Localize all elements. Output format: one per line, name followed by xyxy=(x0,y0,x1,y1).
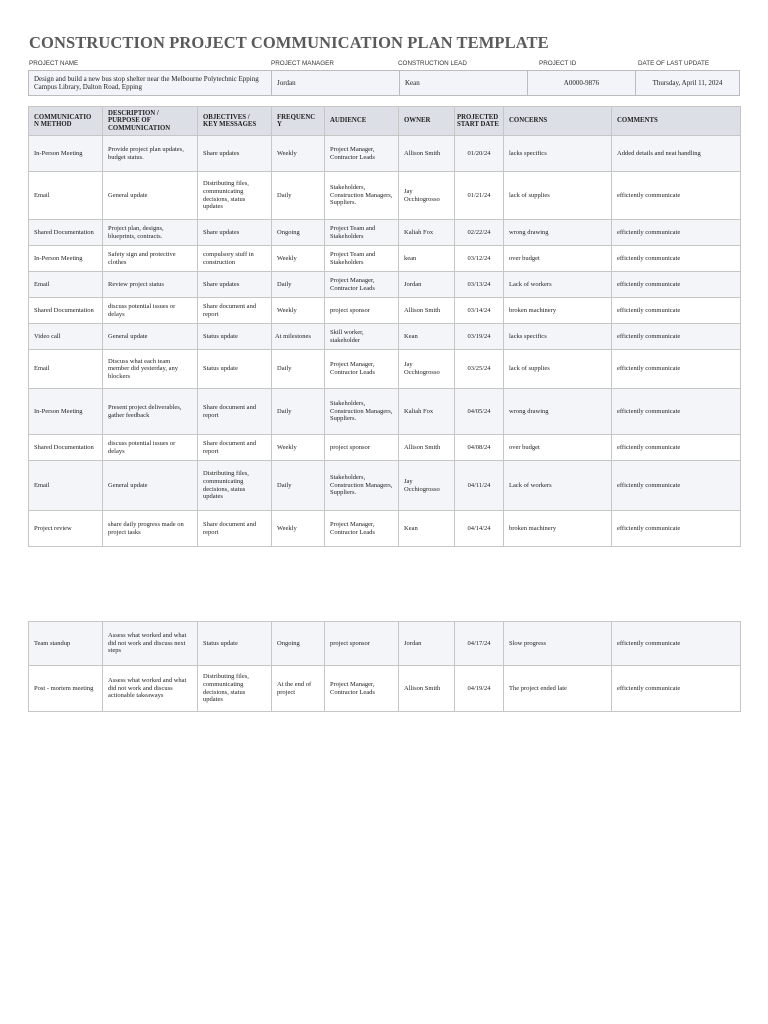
cell-frequency: Daily xyxy=(272,389,325,435)
table-body-continued xyxy=(29,622,741,712)
cell-description: General update xyxy=(103,461,198,511)
project-name-label: PROJECT NAME xyxy=(29,60,79,67)
cell-audience: Project Team and Stakeholders xyxy=(325,246,399,272)
cell-concerns: wrong drawing xyxy=(504,389,612,435)
table-row xyxy=(29,666,741,712)
cell-comments: efficiently communicate xyxy=(612,172,741,220)
cell-description: discuss potential issues or delays xyxy=(103,298,198,324)
cell-comments: efficiently communicate xyxy=(612,389,741,435)
cell-audience: Project Manager, Contractor Leads xyxy=(325,511,399,547)
cell-objectives: Share document and report xyxy=(198,511,272,547)
cell-frequency: Weekly xyxy=(272,435,325,461)
cell-concerns: The project ended late xyxy=(504,666,612,712)
cell-start-date: 04/14/24 xyxy=(455,511,504,547)
cell-concerns: lacks specifics xyxy=(504,324,612,350)
cell-audience: project sponsor xyxy=(325,298,399,324)
table-row xyxy=(29,435,741,461)
table-row xyxy=(29,246,741,272)
cell-concerns: Lack of workers xyxy=(504,272,612,298)
cell-owner: Jay Occhiogrosso xyxy=(399,172,455,220)
cell-method: Video call xyxy=(29,324,103,350)
cell-start-date: 01/20/24 xyxy=(455,136,504,172)
header-owner: OWNER xyxy=(399,107,455,136)
cell-objectives: Share updates xyxy=(198,220,272,246)
cell-description: Present project deliverables, gather feedback xyxy=(103,389,198,435)
cell-objectives: Share updates xyxy=(198,136,272,172)
cell-description: share daily progress made on project tasks xyxy=(103,511,198,547)
cell-owner: Kean xyxy=(399,511,455,547)
cell-frequency: Daily xyxy=(272,461,325,511)
cell-objectives: Share updates xyxy=(198,272,272,298)
cell-frequency: Weekly xyxy=(272,136,325,172)
header-start-date: PROJECTED START DATE xyxy=(455,107,504,136)
header-method: COMMUNICATIO N METHOD xyxy=(29,107,103,136)
cell-start-date: 03/13/24 xyxy=(455,272,504,298)
page-title: CONSTRUCTION PROJECT COMMUNICATION PLAN TEMPLATE xyxy=(29,33,549,52)
cell-comments: efficiently communicate xyxy=(612,246,741,272)
table-header-row xyxy=(29,107,741,136)
table-row xyxy=(29,461,741,511)
cell-objectives: compulsory stuff in construction xyxy=(198,246,272,272)
table-row xyxy=(29,350,741,389)
table-row xyxy=(29,136,741,172)
cell-description: Safety sign and protective clothes xyxy=(103,246,198,272)
cell-objectives: Status update xyxy=(198,350,272,389)
cell-concerns: wrong drawing xyxy=(504,220,612,246)
cell-frequency: Daily xyxy=(272,172,325,220)
project-manager-label: PROJECT MANAGER xyxy=(271,60,334,67)
cell-description: General update xyxy=(103,172,198,220)
cell-owner: Allison Smith xyxy=(399,666,455,712)
table-row xyxy=(29,622,741,666)
header-comments: COMMENTS xyxy=(612,107,741,136)
table-row xyxy=(29,272,741,298)
cell-objectives: Share document and report xyxy=(198,435,272,461)
communication-plan-table-continued xyxy=(28,621,741,712)
cell-comments: Added details and neat handling xyxy=(612,136,741,172)
cell-start-date: 01/21/24 xyxy=(455,172,504,220)
cell-concerns: over budget xyxy=(504,246,612,272)
cell-owner: Allison Smith xyxy=(399,136,455,172)
cell-objectives: Distributing files, communicating decisions, status updates xyxy=(198,172,272,220)
cell-objectives: Status update xyxy=(198,622,272,666)
cell-concerns: broken machinery xyxy=(504,298,612,324)
cell-audience: Project Manager, Contractor Leads xyxy=(325,136,399,172)
cell-concerns: over budget xyxy=(504,435,612,461)
cell-method: Email xyxy=(29,461,103,511)
cell-start-date: 04/17/24 xyxy=(455,622,504,666)
table-row xyxy=(29,389,741,435)
cell-comments: efficiently communicate xyxy=(612,272,741,298)
cell-start-date: 03/25/24 xyxy=(455,350,504,389)
cell-description: Project plan, designs, blueprints, contracts. xyxy=(103,220,198,246)
cell-audience: Stakeholders, Construction Managers, Suppliers. xyxy=(325,172,399,220)
cell-frequency: Daily xyxy=(272,350,325,389)
project-name-value: Design and build a new bus stop shelter near the Melbourne Polytechnic Epping Campus Library, Dalton Road, Epping xyxy=(34,75,259,91)
cell-method: Email xyxy=(29,172,103,220)
cell-audience: Stakeholders, Construction Managers, Suppliers. xyxy=(325,461,399,511)
project-meta-values xyxy=(28,70,740,96)
cell-method: In-Person Meeting xyxy=(29,136,103,172)
cell-concerns: lack of supplies xyxy=(504,350,612,389)
cell-frequency: At the end of project xyxy=(272,666,325,712)
cell-audience: Project Manager, Contractor Leads xyxy=(325,666,399,712)
cell-objectives: Share document and report xyxy=(198,389,272,435)
cell-objectives: Distributing files, communicating decisions, status updates xyxy=(198,666,272,712)
project-manager-value: Jordan xyxy=(271,71,399,95)
date-of-last-update-label: DATE OF LAST UPDATE xyxy=(638,60,710,67)
cell-description: discuss potential issues or delays xyxy=(103,435,198,461)
cell-method: Post - mortem meeting xyxy=(29,666,103,712)
cell-start-date: 04/19/24 xyxy=(455,666,504,712)
cell-start-date: 03/14/24 xyxy=(455,298,504,324)
cell-owner: Jordan xyxy=(399,272,455,298)
cell-owner: Jay Occhiogrosso xyxy=(399,350,455,389)
cell-description: Discuss what each team member did yesterday, any blockers xyxy=(103,350,198,389)
cell-start-date: 03/12/24 xyxy=(455,246,504,272)
cell-frequency: At milestones xyxy=(272,324,325,350)
header-audience: AUDIENCE xyxy=(325,107,399,136)
cell-comments: efficiently communicate xyxy=(612,511,741,547)
cell-start-date: 03/19/24 xyxy=(455,324,504,350)
cell-method: In-Person Meeting xyxy=(29,246,103,272)
cell-owner: Kaliah Fox xyxy=(399,389,455,435)
cell-concerns: broken machinery xyxy=(504,511,612,547)
cell-objectives: Distributing files, communicating decisions, status updates xyxy=(198,461,272,511)
cell-frequency: Ongoing xyxy=(272,220,325,246)
cell-frequency: Ongoing xyxy=(272,622,325,666)
cell-owner: kean xyxy=(399,246,455,272)
construction-lead-value: Kean xyxy=(399,71,527,95)
cell-owner: Kean xyxy=(399,324,455,350)
table-row xyxy=(29,172,741,220)
date-of-last-update-value: Thursday, April 11, 2024 xyxy=(635,71,739,95)
construction-lead-label: CONSTRUCTION LEAD xyxy=(398,60,467,67)
table-row xyxy=(29,220,741,246)
cell-method: Email xyxy=(29,272,103,298)
header-objectives: OBJECTIVES / KEY MESSAGES xyxy=(198,107,272,136)
cell-comments: efficiently communicate xyxy=(612,461,741,511)
cell-start-date: 02/22/24 xyxy=(455,220,504,246)
cell-frequency: Weekly xyxy=(272,246,325,272)
cell-method: Email xyxy=(29,350,103,389)
table-row xyxy=(29,324,741,350)
cell-audience: Stakeholders, Construction Managers, Suppliers. xyxy=(325,389,399,435)
cell-audience: Project Manager, Contractor Leads xyxy=(325,350,399,389)
cell-description: Assess what worked and what did not work and discuss actionable takeaways xyxy=(103,666,198,712)
cell-owner: Allison Smith xyxy=(399,435,455,461)
cell-frequency: Weekly xyxy=(272,511,325,547)
cell-objectives: Status update xyxy=(198,324,272,350)
cell-concerns: Lack of workers xyxy=(504,461,612,511)
cell-owner: Allison Smith xyxy=(399,298,455,324)
cell-audience: project sponsor xyxy=(325,622,399,666)
cell-comments: efficiently communicate xyxy=(612,298,741,324)
cell-frequency: Weekly xyxy=(272,298,325,324)
cell-comments: efficiently communicate xyxy=(612,666,741,712)
cell-comments: efficiently communicate xyxy=(612,350,741,389)
table-row xyxy=(29,511,741,547)
cell-owner: Jay Occhiogrosso xyxy=(399,461,455,511)
cell-audience: project sponsor xyxy=(325,435,399,461)
project-id-label: PROJECT ID xyxy=(539,60,577,67)
table-row xyxy=(29,298,741,324)
cell-concerns: lack of supplies xyxy=(504,172,612,220)
header-description: DESCRIPTION / PURPOSE OF COMMUNICATION xyxy=(103,107,198,136)
cell-method: Team standup xyxy=(29,622,103,666)
table-body xyxy=(29,136,741,547)
cell-description: Provide project plan updates, budget status. xyxy=(103,136,198,172)
project-meta-labels xyxy=(29,60,740,70)
cell-start-date: 04/05/24 xyxy=(455,389,504,435)
communication-plan-table xyxy=(28,106,741,547)
header-frequency: FREQUENC Y xyxy=(272,107,325,136)
cell-start-date: 04/08/24 xyxy=(455,435,504,461)
project-id-value: A0000-9876 xyxy=(527,71,635,95)
cell-concerns: Slow progress xyxy=(504,622,612,666)
cell-description: Assess what worked and what did not work and discuss next steps xyxy=(103,622,198,666)
cell-comments: efficiently communicate xyxy=(612,435,741,461)
cell-audience: Project Team and Stakeholders xyxy=(325,220,399,246)
cell-method: Shared Documentation xyxy=(29,220,103,246)
cell-comments: efficiently communicate xyxy=(612,622,741,666)
cell-owner: Jordan xyxy=(399,622,455,666)
cell-comments: efficiently communicate xyxy=(612,324,741,350)
header-concerns: CONCERNS xyxy=(504,107,612,136)
cell-audience: Project Manager, Contractor Leads xyxy=(325,272,399,298)
cell-description: Review project status xyxy=(103,272,198,298)
cell-audience: Skill worker, stakeholder xyxy=(325,324,399,350)
cell-method: Shared Documentation xyxy=(29,435,103,461)
cell-method: Shared Documentation xyxy=(29,298,103,324)
cell-owner: Kaliah Fox xyxy=(399,220,455,246)
cell-start-date: 04/11/24 xyxy=(455,461,504,511)
cell-frequency: Daily xyxy=(272,272,325,298)
cell-method: In-Person Meeting xyxy=(29,389,103,435)
cell-method: Project review xyxy=(29,511,103,547)
cell-comments: efficiently communicate xyxy=(612,220,741,246)
cell-objectives: Share document and report xyxy=(198,298,272,324)
cell-concerns: lacks specifics xyxy=(504,136,612,172)
cell-description: General update xyxy=(103,324,198,350)
